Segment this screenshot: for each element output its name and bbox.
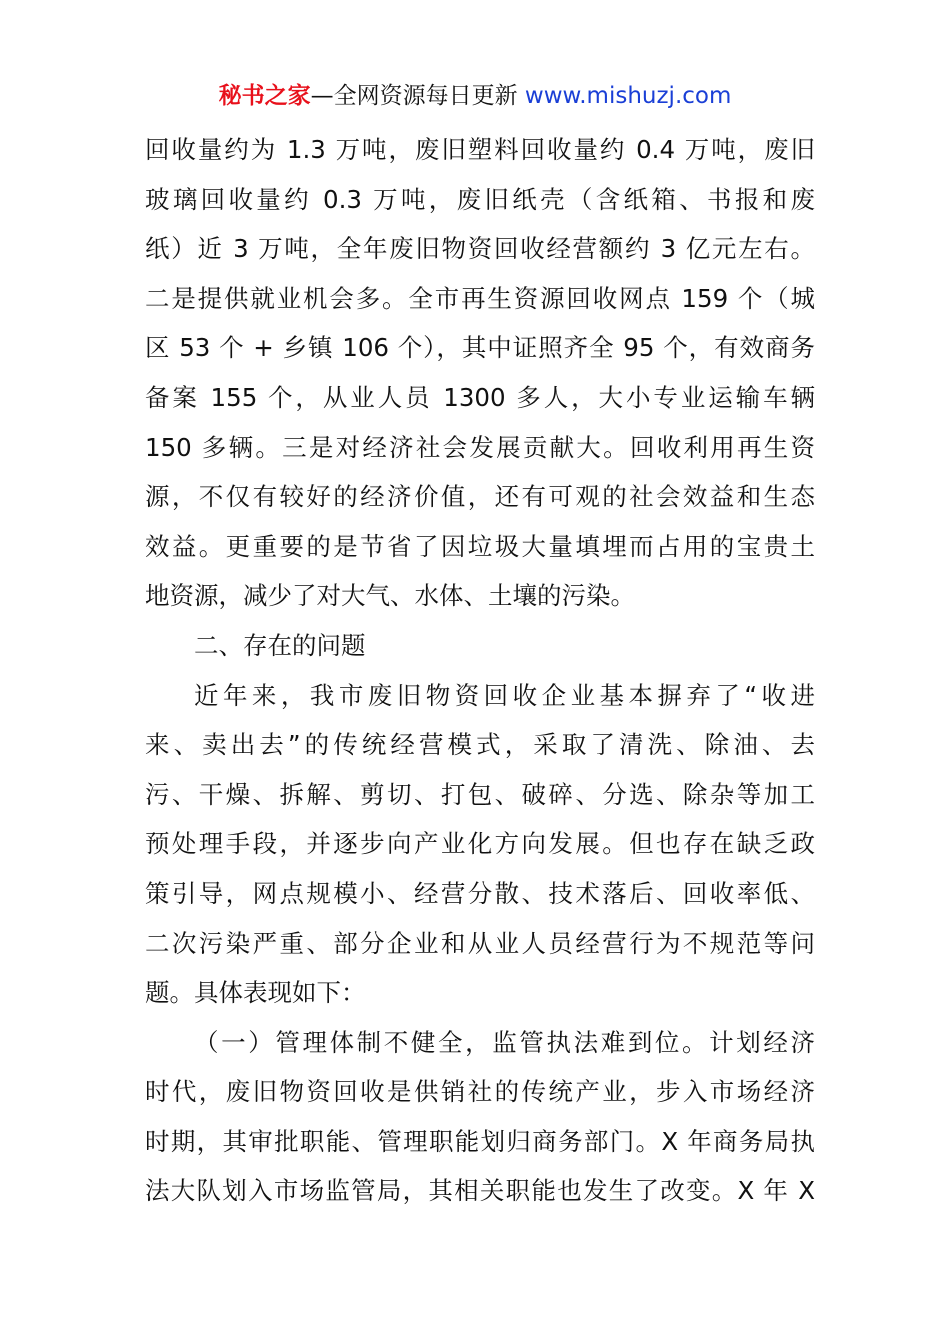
text-line: 预处理手段，并逐步向产业化方向发展。但也存在缺乏政 xyxy=(145,829,815,859)
text-line: 时代，废旧物资回收是供销社的传统产业，步入市场经济 xyxy=(145,1077,815,1107)
text-line: 区 53 个 + 乡镇 106 个），其中证照齐全 95 个，有效商务 xyxy=(145,333,815,363)
text-line: 纸）近 3 万吨，全年废旧物资回收经营额约 3 亿元左右。 xyxy=(145,234,815,264)
text-line: 效益。更重要的是节省了因垃圾大量填埋而占用的宝贵土 xyxy=(145,531,815,561)
text-line: 玻璃回收量约 0.3 万吨，废旧纸壳（含纸箱、书报和废 xyxy=(145,184,815,214)
header-tagline: —全网资源每日更新 xyxy=(310,83,525,109)
text-line: 题。具体表现如下： xyxy=(145,978,366,1008)
header-url-link[interactable]: www.mishuzj.com xyxy=(524,83,732,109)
header-brand: 秘书之家 xyxy=(218,83,311,109)
text-line: 备案 155 个，从业人员 1300 多人，大小专业运输车辆 xyxy=(145,382,815,412)
section-heading: 二、存在的问题 xyxy=(194,630,366,660)
text-line: 来、卖出去”的传统经营模式，采取了清洗、除油、去 xyxy=(145,730,815,760)
text-line: 二次污染严重、部分企业和从业人员经营行为不规范等问 xyxy=(145,928,815,958)
text-line: （一）管理体制不健全，监管执法难到位。计划经济 xyxy=(194,1027,815,1057)
text-line: 法大队划入市场监管局，其相关职能也发生了改变。X 年 X xyxy=(145,1176,815,1206)
text-line: 策引导，网点规模小、经营分散、技术落后、回收率低、 xyxy=(145,878,815,908)
text-line: 近年来，我市废旧物资回收企业基本摒弃了“收进 xyxy=(194,680,815,710)
text-line: 150 多辆。三是对经济社会发展贡献大。回收利用再生资 xyxy=(145,432,815,462)
text-line: 地资源，减少了对大气、水体、土壤的污染。 xyxy=(145,581,635,611)
text-line: 二是提供就业机会多。全市再生资源回收网点 159 个（城 xyxy=(145,283,815,313)
text-line: 污、干燥、拆解、剪切、打包、破碎、分选、除杂等加工 xyxy=(145,779,815,809)
text-line: 时期，其审批职能、管理职能划归商务部门。X 年商务局执 xyxy=(145,1126,815,1156)
text-line: 回收量约为 1.3 万吨，废旧塑料回收量约 0.4 万吨，废旧 xyxy=(145,135,815,164)
page-header xyxy=(0,80,950,112)
document-body xyxy=(145,125,815,1216)
text-line: 源，不仅有较好的经济价值，还有可观的社会效益和生态 xyxy=(145,482,815,512)
